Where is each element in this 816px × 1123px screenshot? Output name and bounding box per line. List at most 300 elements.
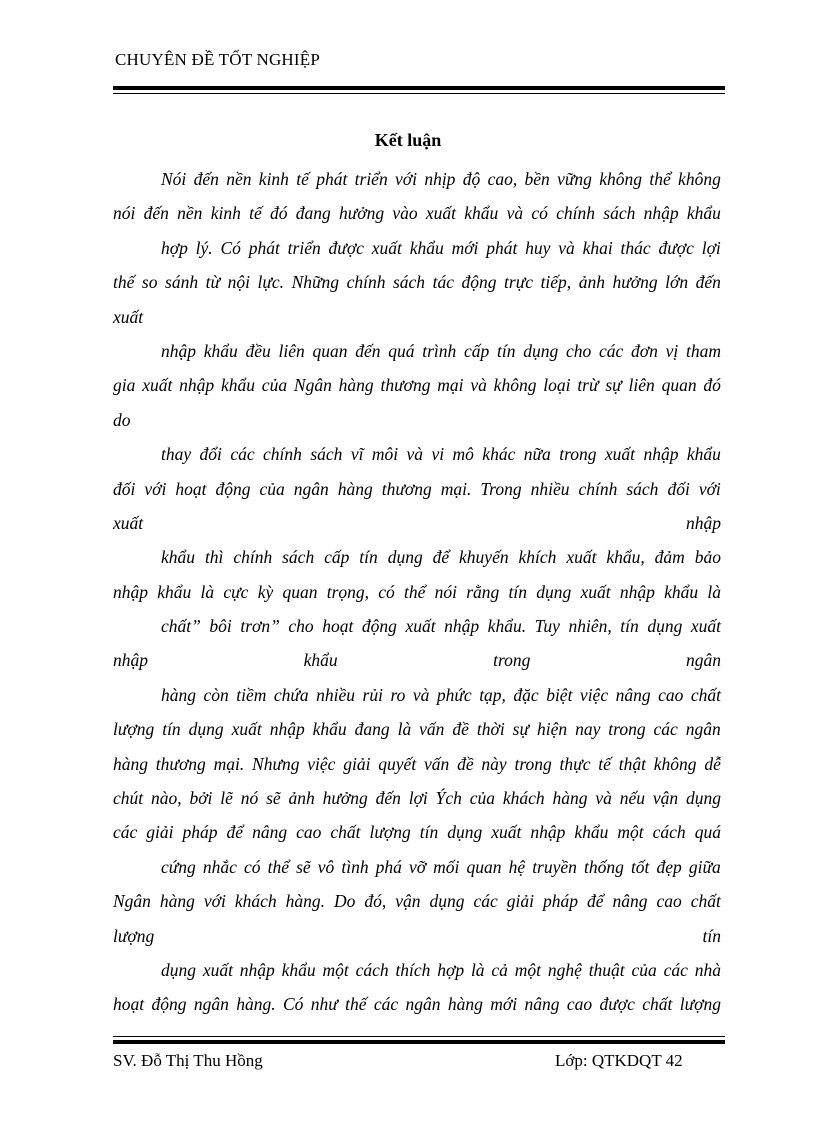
word: nhập: [113, 581, 148, 602]
word: nhập: [161, 340, 196, 361]
word: nội: [227, 272, 250, 293]
word: phá: [375, 856, 402, 877]
text-line: [113, 815, 721, 849]
word: hàng: [447, 994, 483, 1015]
word: khẩu: [220, 375, 255, 396]
word: xuất: [690, 616, 721, 637]
word: trọng,: [326, 581, 370, 602]
word: khai: [582, 237, 613, 258]
word: đơn: [631, 340, 658, 361]
word: hàng.: [285, 891, 326, 912]
word: việc: [307, 753, 336, 774]
word: dụng: [536, 581, 572, 602]
text-line: [113, 781, 721, 815]
word: Ých: [435, 788, 462, 809]
word: khẩu: [203, 340, 238, 361]
word: so: [141, 272, 158, 293]
word: nếu: [619, 788, 645, 809]
word: quan: [282, 581, 318, 602]
word: của: [259, 478, 285, 499]
word: ảnh: [288, 788, 315, 809]
word: pháp: [182, 822, 218, 843]
word: xuất: [371, 237, 402, 258]
word: đến: [355, 340, 381, 361]
word: tình: [341, 856, 369, 877]
text-line: [113, 609, 721, 643]
word: trơn”: [240, 616, 280, 637]
word: sách: [603, 203, 636, 224]
word: chất: [642, 994, 673, 1015]
word: truyền: [532, 856, 577, 877]
word: không: [678, 169, 721, 189]
word: khích: [518, 547, 557, 568]
word: chính: [578, 478, 618, 499]
word: cứng: [161, 856, 196, 877]
word: thể: [649, 169, 671, 189]
word: Những: [291, 272, 340, 293]
word: Nhưng: [252, 753, 300, 774]
word: tế: [249, 203, 262, 224]
word: nâng: [252, 822, 288, 843]
word: từ: [205, 272, 221, 293]
word: hưởng: [338, 203, 385, 224]
word: với: [144, 478, 167, 499]
word: xuất: [405, 616, 436, 637]
word: quá: [388, 340, 415, 361]
word: dụng: [523, 340, 559, 361]
word: các: [113, 822, 138, 843]
word: xuất: [231, 719, 262, 740]
word: là: [397, 719, 412, 740]
word: lợi: [701, 237, 721, 258]
word: thế: [345, 994, 367, 1015]
word: chút: [113, 788, 144, 809]
word: để: [586, 891, 604, 912]
word: trong: [493, 650, 531, 671]
word: ngân: [686, 650, 721, 671]
word: nay: [575, 719, 601, 740]
word: đến: [695, 272, 721, 293]
word: quan: [312, 340, 348, 361]
word: hợp: [437, 959, 465, 980]
text-line: [113, 747, 721, 781]
word: mại.: [440, 478, 472, 499]
word: hàng: [337, 478, 373, 499]
word: nói: [113, 203, 136, 224]
word: nó: [240, 788, 259, 809]
word: pháp: [543, 891, 578, 912]
word: sánh: [165, 272, 199, 293]
word: hưởng: [612, 272, 658, 293]
word: cao: [658, 684, 684, 705]
word: tín: [497, 340, 516, 361]
word: đối: [113, 478, 136, 499]
word: bảo: [694, 547, 721, 568]
word: giữa: [688, 856, 721, 877]
word: giải: [506, 891, 535, 912]
word: liên: [278, 340, 305, 361]
word: sách: [392, 272, 426, 293]
word: liên: [628, 375, 655, 396]
word: khẩu: [686, 444, 721, 465]
word: phát: [486, 237, 518, 258]
body-paragraph: [113, 162, 721, 1022]
word: lợi: [408, 788, 428, 809]
word: thống: [583, 856, 624, 877]
word: tín: [162, 719, 181, 740]
word: nhắc: [202, 856, 237, 877]
word: nghệ: [547, 959, 582, 980]
word: cho: [288, 616, 314, 637]
word: giải: [146, 822, 174, 843]
word: hàng.: [236, 994, 276, 1015]
word: sự: [605, 375, 622, 396]
word: cao: [566, 994, 593, 1015]
word: rủi: [362, 684, 383, 705]
footer-student-name: SV. Đỗ Thị Thu Hồng: [113, 1051, 263, 1070]
word: tín: [419, 822, 439, 843]
word: không: [493, 375, 537, 396]
text-line: [113, 643, 721, 677]
word: vĩ: [350, 444, 364, 465]
word: ngân: [405, 994, 441, 1015]
word: trong: [608, 719, 646, 740]
text-line: [113, 540, 721, 574]
word: lượng: [679, 994, 721, 1015]
word: cấp: [464, 340, 490, 361]
word: đảm: [654, 547, 685, 568]
text-line: [113, 575, 721, 609]
word: là: [707, 581, 721, 602]
word: khẩu: [409, 237, 444, 258]
word: tín: [620, 616, 639, 637]
word: mại.: [213, 753, 245, 774]
word: khẩu: [664, 581, 699, 602]
word: của: [631, 959, 657, 980]
text-line: [113, 300, 721, 334]
word: hàng: [161, 684, 196, 705]
word: đặc: [513, 684, 539, 705]
text-line: [113, 265, 721, 299]
word: giải: [343, 753, 371, 774]
word: mô: [452, 444, 474, 465]
word: là: [470, 959, 485, 980]
word: xuất: [425, 203, 457, 224]
word: nhập: [179, 375, 215, 396]
word: một: [322, 959, 349, 980]
word: tín: [702, 925, 721, 946]
word: xuất: [491, 822, 522, 843]
word: quá: [694, 822, 721, 843]
word: khuyến: [459, 547, 509, 568]
word: huy: [525, 237, 551, 258]
word: hưởng: [322, 788, 368, 809]
word: trừ: [577, 375, 599, 396]
word: với: [698, 478, 721, 499]
word: nữa: [523, 444, 551, 465]
text-line: [113, 162, 721, 196]
word: đến: [143, 203, 169, 224]
word: khách: [502, 788, 545, 809]
word: khẩu: [464, 203, 499, 224]
word: gia: [113, 375, 136, 396]
word: và: [412, 684, 430, 705]
word: chính: [233, 547, 273, 568]
word: và: [506, 203, 524, 224]
word: Tuy: [534, 616, 560, 637]
word: và: [470, 375, 487, 396]
text-line: [113, 712, 721, 746]
text-line: [113, 403, 721, 437]
word: chất”: [161, 616, 201, 637]
word: môi: [371, 444, 399, 465]
word: của: [469, 788, 495, 809]
word: vi: [431, 444, 445, 465]
word: cao: [656, 891, 682, 912]
word: vấn: [419, 719, 445, 740]
word: mới: [451, 237, 479, 258]
word: chất: [690, 891, 721, 912]
word: một: [617, 822, 644, 843]
word: không: [653, 753, 697, 774]
word: cả: [491, 959, 508, 980]
word: thương: [155, 753, 206, 774]
text-line: [113, 987, 721, 1021]
word: loại: [543, 375, 571, 396]
word: khẩu,: [606, 547, 645, 568]
word: nhập: [686, 512, 721, 533]
word: dụng: [429, 891, 465, 912]
word: khẩu.: [487, 616, 527, 637]
word: khác: [482, 444, 516, 465]
word: ngân: [193, 994, 229, 1015]
word: nhà: [694, 959, 721, 980]
word: xuất: [113, 512, 144, 533]
word: thương: [381, 478, 432, 499]
word: nhập: [643, 203, 679, 224]
word: xuất: [580, 581, 611, 602]
word: vận: [652, 788, 679, 809]
word: nhiên,: [568, 616, 612, 637]
word: thể: [404, 581, 426, 602]
word: hệ: [508, 856, 526, 877]
footer-class: Lớp: QTKDQT 42: [555, 1051, 683, 1070]
word: nhập: [239, 959, 275, 980]
word: để: [432, 547, 450, 568]
word: được: [328, 237, 364, 258]
word: xuất: [202, 959, 233, 980]
word: cho: [565, 340, 592, 361]
word: nhịp: [424, 169, 456, 189]
word: triển: [287, 237, 321, 258]
word: thực: [559, 753, 591, 774]
word: bôi: [209, 616, 232, 637]
word: khẩu: [161, 547, 196, 568]
word: đổi: [199, 444, 222, 465]
word: mối: [433, 856, 460, 877]
word: sự: [512, 719, 530, 740]
word: tạp,: [479, 684, 506, 705]
word: không: [599, 169, 643, 189]
word: trực: [504, 272, 534, 293]
word: vận: [395, 891, 421, 912]
word: nâng: [612, 891, 648, 912]
word: thay: [161, 444, 192, 465]
word: dễ: [704, 753, 721, 774]
word: thế: [113, 272, 135, 293]
word: nhập: [444, 616, 480, 637]
word: và: [595, 788, 612, 809]
word: quan: [661, 375, 697, 396]
header-rule: [113, 86, 725, 94]
word: hoạt: [175, 478, 207, 499]
word: tín: [359, 547, 378, 568]
word: khẩu: [686, 203, 721, 224]
word: trong: [559, 444, 597, 465]
word: ảnh: [578, 272, 605, 293]
section-heading: Kết luận: [374, 130, 442, 150]
word: nền: [226, 169, 252, 189]
word: cao: [296, 822, 322, 843]
word: mại: [437, 375, 464, 396]
word: ngân: [293, 478, 329, 499]
word: tiềm: [236, 684, 267, 705]
word: sẽ: [296, 856, 311, 877]
word: biệt: [546, 684, 573, 705]
word: có: [531, 203, 548, 224]
word: thật: [618, 753, 646, 774]
word: Trong: [480, 478, 522, 499]
word: các: [653, 719, 678, 740]
word: thác: [620, 237, 651, 258]
word: và: [406, 444, 424, 465]
word: các: [599, 340, 624, 361]
text-line: [113, 919, 721, 953]
word: đẹp: [656, 856, 682, 877]
word: thích: [395, 959, 431, 980]
word: hàng: [552, 788, 588, 809]
word: thuật: [588, 959, 625, 980]
word: nhiều: [530, 478, 570, 499]
text-line: [113, 196, 721, 230]
word: chính: [346, 272, 386, 293]
word: nâng: [524, 994, 560, 1015]
word: đề: [452, 719, 469, 740]
word: tế: [598, 753, 611, 774]
word: hiện: [536, 719, 568, 740]
word: hoạt: [113, 994, 145, 1015]
word: quyết: [378, 753, 417, 774]
word: là: [200, 581, 215, 602]
word: chứa: [273, 684, 309, 705]
word: sẽ: [266, 788, 281, 809]
word: sách: [282, 547, 315, 568]
word: chính: [263, 444, 302, 465]
word: dụng: [447, 822, 483, 843]
word: động: [361, 616, 397, 637]
word: cách: [355, 959, 389, 980]
word: với: [395, 169, 417, 189]
word: xuất: [604, 444, 636, 465]
word: các: [373, 994, 399, 1015]
word: phức: [436, 684, 472, 705]
word: hàng: [159, 891, 195, 912]
word: bởi: [189, 788, 213, 809]
word: đến: [193, 169, 219, 189]
word: sách: [626, 478, 659, 499]
word: có: [244, 856, 261, 877]
word: nhập: [113, 650, 148, 671]
word: trình: [422, 340, 457, 361]
word: ngân: [685, 719, 721, 740]
word: trong: [514, 753, 552, 774]
word: Ngân: [293, 375, 332, 396]
word: đó,: [364, 891, 387, 912]
word: lực.: [257, 272, 285, 293]
word: Nói: [161, 169, 187, 189]
word: cách: [652, 822, 686, 843]
text-line: [113, 678, 721, 712]
text-line: [113, 368, 721, 402]
word: nhập: [530, 822, 566, 843]
word: chất: [690, 684, 721, 705]
word: vị: [665, 340, 679, 361]
word: tốt: [630, 856, 650, 877]
word: tham: [685, 340, 721, 361]
word: do: [113, 409, 131, 430]
word: lý.: [195, 237, 213, 258]
word: nâng: [615, 684, 651, 705]
word: được: [658, 237, 694, 258]
word: lượng: [113, 925, 155, 946]
word: với: [203, 891, 226, 912]
word: lượng: [369, 822, 411, 843]
text-line: [113, 472, 721, 506]
word: vững: [557, 169, 592, 189]
text-line: [113, 506, 721, 540]
text-line: [113, 437, 721, 471]
word: dụng: [387, 547, 423, 568]
word: tế: [296, 169, 309, 189]
word: xuất: [142, 375, 173, 396]
text-line: [113, 884, 721, 918]
word: đều: [245, 340, 271, 361]
word: xuất: [566, 547, 597, 568]
word: các: [230, 444, 255, 465]
word: dụng: [685, 788, 721, 809]
word: nhập: [643, 444, 679, 465]
word: ro: [390, 684, 406, 705]
word: dụng: [161, 959, 196, 980]
word: việc: [579, 684, 609, 705]
word: kỳ: [257, 581, 274, 602]
word: chính: [556, 203, 596, 224]
word: có: [378, 581, 395, 602]
word: thời: [476, 719, 505, 740]
word: còn: [203, 684, 229, 705]
text-line: [113, 231, 721, 265]
word: khẩu: [312, 719, 347, 740]
word: đề: [457, 753, 474, 774]
word: vô: [317, 856, 335, 877]
word: các: [663, 959, 688, 980]
word: vấn: [423, 753, 450, 774]
word: lớn: [665, 272, 689, 293]
footer-rule: [113, 1036, 725, 1044]
word: sách: [310, 444, 343, 465]
word: vào: [392, 203, 418, 224]
word: lẽ: [220, 788, 233, 809]
